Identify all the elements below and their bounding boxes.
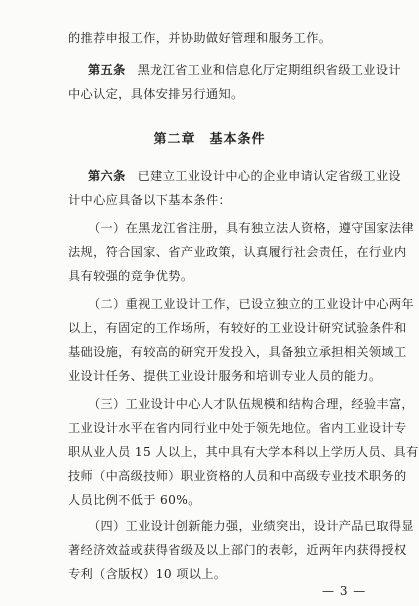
chapter-heading: 第二章 基本条件 (153, 132, 266, 147)
text-line-19: 著经济效益或获得省级及以上部门的表彰，近两年内获得授权 (68, 543, 407, 557)
text-line-6: （一）在黑龙江省注册，具有独立法人资格，遵守国家法律 (88, 221, 414, 235)
text-line-11: 基础设施，有较高的研究开发投入，具备独立承担相关领域工 (68, 345, 407, 359)
text-line-13: （三）工业设计中心人才队伍规模和结构合理，经验丰富， (88, 397, 414, 411)
text-line-18: （四）工业设计创新能力强，业绩突出，设计产品已取得显 (88, 519, 414, 533)
article-6-text: 已建立工业设计中心的企业申请认定省级工业设 (137, 169, 401, 183)
text-line-8: 具有较强的竞争优势。 (68, 269, 194, 283)
text-line-9: （二）重视工业设计工作，已设立独立的工业设计中心两年 (88, 297, 414, 311)
article-6-label: 第六条 (88, 169, 126, 183)
article-6-line (88, 168, 401, 184)
text-line-16: 技师（中高级技师）职业资格的人员和中高级专业技术职务的 (68, 469, 407, 483)
text-line-14: 工业设计水平在省内同行业中处于领先地位。省内工业设计专 (68, 421, 407, 435)
text-line-17: 人员比例不低于 60%。 (68, 493, 201, 507)
text-line-10: 以上，有固定的工作场所，有较好的工业设计研究试验条件和 (68, 321, 407, 335)
text-line-12: 业设计任务、提供工业设计服务和培训专业人员的能力。 (68, 369, 382, 383)
article-5-line (88, 62, 401, 78)
text-line-5: 计中心应具备以下基本条件： (68, 193, 231, 207)
text-line-15: 职从业人员 15 人以上，其中具有大学本科以上学历人员、具有 (68, 445, 419, 459)
page-number: — 3 — (322, 584, 367, 598)
text-line-7: 法规，符合国家、省产业政策，认真履行社会责任，在行业内 (68, 245, 407, 259)
text-line-20: 专利（含版权）10 项以上。 (68, 567, 227, 581)
text-line-3: 中心认定，具体安排另行通知。 (68, 87, 244, 101)
text-line-1: 的推荐申报工作，并协助做好管理和服务工作。 (68, 31, 332, 45)
article-5-text: 黑龙江省工业和信息化厅定期组织省级工业设计 (137, 63, 401, 77)
article-5-label: 第五条 (88, 63, 126, 77)
